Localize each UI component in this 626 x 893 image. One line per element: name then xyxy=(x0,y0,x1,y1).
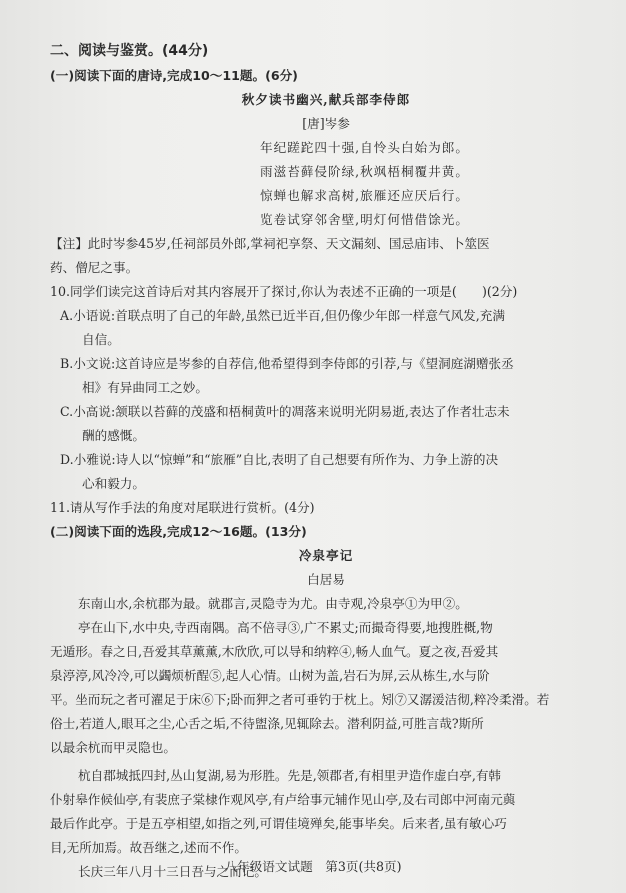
passage-line: 俗士,若道人,眼耳之尘,心舌之垢,不待盥涤,见辄除去。潜利阴益,可胜言哉?斯所 xyxy=(50,716,484,731)
passage-line: 长庆三年八月十三日吾与之而记。 xyxy=(78,864,267,879)
part1-heading: (一)阅读下面的唐诗,完成10～11题。(6分) xyxy=(50,68,298,83)
passage-author: 白居易 xyxy=(307,572,345,587)
option-c xyxy=(50,400,602,448)
option-text: A.小语说:首联点明了自己的年龄,虽然已近半百,但仍像少年郎一样意气风发,充满 xyxy=(60,308,505,323)
poem-line: 年纪蹉跎四十强,自怜头白始为郎。 xyxy=(260,140,469,155)
passage-line: 仆射皋作候仙亭,有裴庶子棠棣作观风亭,有卢给事元辅作见山亭,及右司郎中河南元藇 xyxy=(50,792,516,807)
passage-line: 以最余杭而甲灵隐也。 xyxy=(50,740,176,755)
poem-body xyxy=(50,136,602,232)
poem-line: 览卷试穿邻舍壁,明灯何惜借馀光。 xyxy=(260,212,469,227)
passage-line: 平。坐而玩之者可濯足于床⑥下;卧而狎之者可垂钓于枕上。矧⑦又潺湲洁彻,粹冷柔滑。若 xyxy=(50,692,550,707)
option-text: 酬的感慨。 xyxy=(82,428,145,443)
passage-line: 无遁形。春之日,吾爱其草薰薰,木欣欣,可以导和纳粹④,畅人血气。夏之夜,吾爱其 xyxy=(50,644,499,659)
poem-line: 惊蝉也解求高树,旅雁还应厌后行。 xyxy=(260,188,469,203)
passage-line: 目,无所加焉。故吾继之,述而不作。 xyxy=(50,840,247,855)
poem-author: [唐]岑参 xyxy=(302,116,350,131)
option-text: B.小文说:这首诗应是岑参的自荐信,他希望得到李侍郎的引荐,与《望洞庭湖赠张丞 xyxy=(60,356,514,371)
poem-note xyxy=(50,232,602,280)
part2-heading: (二)阅读下面的选段,完成12～16题。(13分) xyxy=(50,524,307,539)
option-text: D.小雅说:诗人以“惊蝉”和“旅雁”自比,表明了自己想要有所作为、力争上游的决 xyxy=(60,452,499,467)
passage-title: 冷泉亭记 xyxy=(298,548,354,563)
option-d xyxy=(50,448,602,496)
question-10: 10.同学们读完这首诗后对其内容展开了探讨,你认为表述不正确的一项是( )(2分) xyxy=(50,284,518,299)
option-text: 相》有异曲同工之妙。 xyxy=(82,380,208,395)
question-11: 11.请从写作手法的角度对尾联进行赏析。(4分) xyxy=(50,500,315,515)
option-text: C.小高说:颔联以苔藓的茂盛和梧桐黄叶的凋落来说明光阴易逝,表达了作者壮志未 xyxy=(60,404,510,419)
page-footer: 八年级语文试题 第3页(共8页) xyxy=(224,859,402,874)
poem-line: 雨滋苔藓侵阶绿,秋飒梧桐覆井黄。 xyxy=(260,164,469,179)
option-text: 自信。 xyxy=(82,332,120,347)
option-text: 心和毅力。 xyxy=(82,476,145,491)
poem-title: 秋夕读书幽兴,献兵部李侍郎 xyxy=(241,92,411,107)
passage-line: 泉渟渟,风冷冷,可以蠲烦析酲⑤,起人心情。山树为盖,岩石为屏,云从栋生,水与阶 xyxy=(50,668,490,683)
note-line: 药、僧尼之事。 xyxy=(50,260,139,275)
option-a xyxy=(50,304,602,352)
passage-line: 杭自郡城抵四封,丛山复湖,易为形胜。先是,领郡者,有相里尹造作虚白亭,有韩 xyxy=(78,768,502,783)
note-line: 【注】此时岑参45岁,任祠部员外郎,掌祠祀享祭、天文漏刻、国忌庙讳、卜筮医 xyxy=(50,236,490,251)
passage-line: 最后作此亭。于是五亭相望,如指之列,可谓佳境殚矣,能事毕矣。后来者,虽有敏心巧 xyxy=(50,816,507,831)
passage-line: 亭在山下,水中央,寺西南隅。高不倍寻③,广不累丈;而撮奇得要,地搜胜概,物 xyxy=(78,620,493,635)
passage-body xyxy=(50,592,602,884)
section-heading: 二、阅读与鉴赏。(44分) xyxy=(50,43,209,59)
passage-line: 东南山水,余杭郡为最。就郡言,灵隐寺为尤。由寺观,冷泉亭①为甲②。 xyxy=(78,596,468,611)
option-b xyxy=(50,352,602,400)
